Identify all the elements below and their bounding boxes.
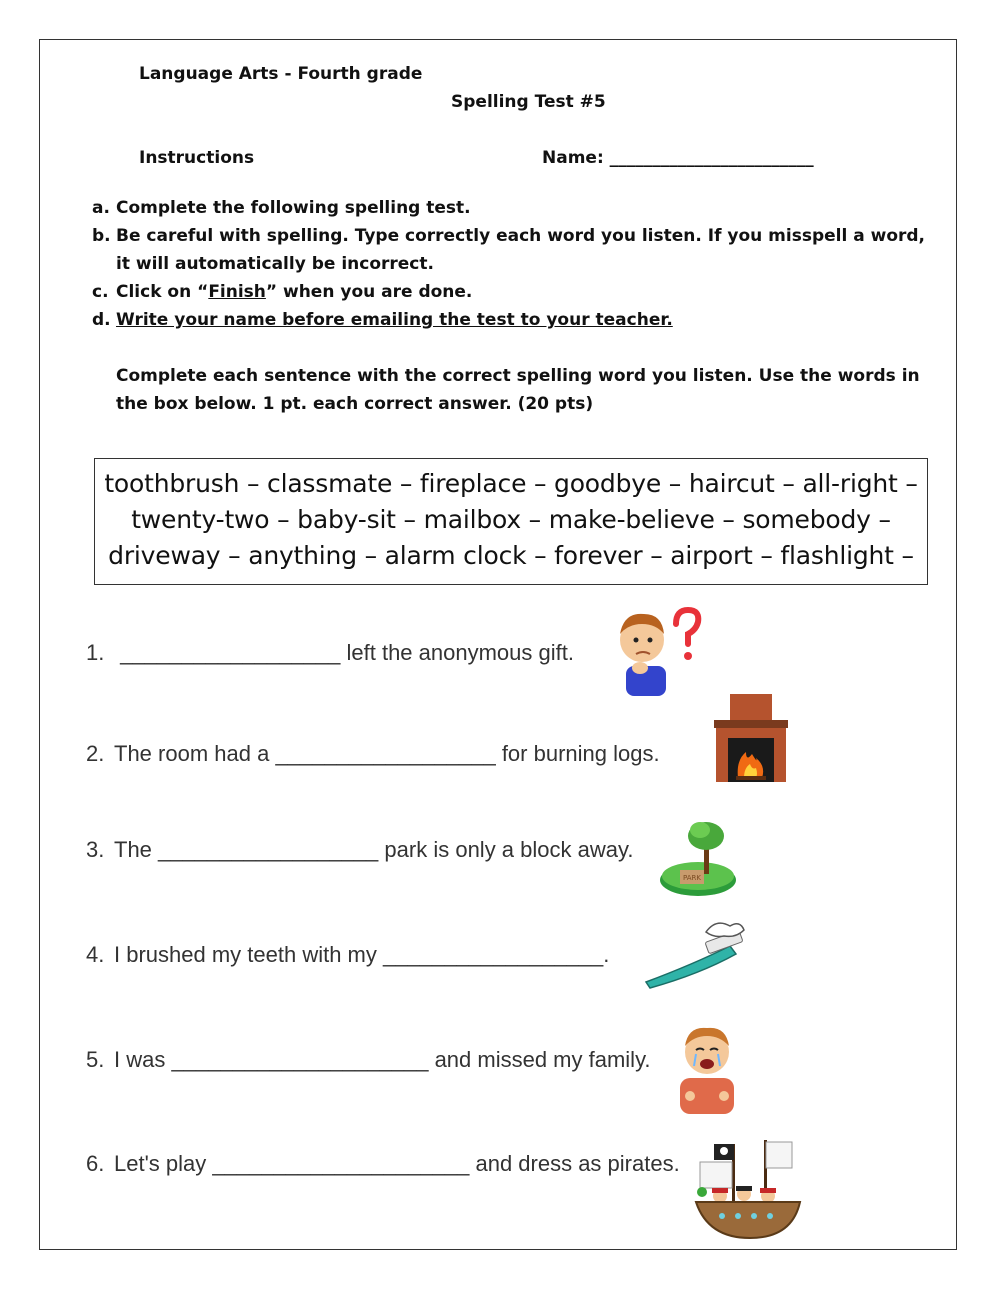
word-bank-line-3: driveway – anything – alarm clock – forever – airport – flashlight – bbox=[108, 541, 914, 570]
instruction-letter: a. bbox=[92, 198, 110, 218]
answer-blank[interactable]: _____________________ bbox=[171, 1047, 429, 1072]
question-text: The bbox=[114, 837, 152, 862]
instruction-text: ” when you are done. bbox=[265, 282, 473, 302]
question-number: 6. bbox=[86, 1151, 105, 1176]
instructions-label: Instructions bbox=[139, 148, 255, 168]
directions-line-2: the box below. 1 pt. each correct answer. (20 pts) bbox=[116, 394, 594, 414]
question-5 bbox=[86, 1047, 651, 1073]
question-text: and dress as pirates. bbox=[475, 1151, 680, 1176]
question-text: Let's play bbox=[114, 1151, 207, 1176]
finish-link[interactable]: Finish bbox=[208, 282, 266, 302]
word-bank-line-1: toothbrush – classmate – fireplace – goodbye – haircut – all-right – bbox=[104, 469, 918, 498]
word-bank-box bbox=[94, 458, 928, 585]
answer-blank[interactable]: _____________________ bbox=[212, 1151, 470, 1176]
question-number: 4. bbox=[86, 942, 105, 967]
question-2 bbox=[86, 741, 660, 767]
confused-boy-icon bbox=[610, 604, 702, 698]
question-text: . bbox=[603, 942, 610, 967]
instruction-text-continued: it will automatically be incorrect. bbox=[116, 254, 434, 274]
word-bank-line-2: twenty-two – baby-sit – mailbox – make-believe – somebody – bbox=[131, 505, 891, 534]
question-1 bbox=[86, 640, 574, 666]
instruction-text: Write your name before emailing the test to your teacher. bbox=[116, 310, 673, 330]
instruction-letter: d. bbox=[92, 310, 111, 330]
question-number: 1. bbox=[86, 640, 105, 665]
instruction-text: Be careful with spelling. Type correctly each word you listen. If you misspell a word, bbox=[116, 226, 926, 246]
name-field[interactable]: Name: ________________________ bbox=[542, 148, 814, 168]
pirate-ship-icon bbox=[692, 1138, 804, 1242]
answer-blank[interactable]: __________________ bbox=[120, 640, 341, 665]
question-text: park is only a block away. bbox=[384, 837, 634, 862]
fireplace-icon bbox=[712, 694, 790, 782]
instruction-b bbox=[92, 222, 925, 278]
question-4 bbox=[86, 942, 609, 968]
instruction-c bbox=[92, 278, 472, 306]
question-6 bbox=[86, 1151, 680, 1177]
question-text: and missed my family. bbox=[434, 1047, 651, 1072]
directions-line-1: Complete each sentence with the correct spelling word you listen. Use the words in bbox=[116, 366, 920, 386]
question-text: for burning logs. bbox=[501, 741, 660, 766]
question-number: 2. bbox=[86, 741, 105, 766]
question-number: 3. bbox=[86, 837, 105, 862]
instruction-text: Click on “ bbox=[116, 282, 209, 302]
instruction-letter: c. bbox=[92, 282, 109, 302]
question-3 bbox=[86, 837, 633, 863]
directions bbox=[116, 362, 920, 418]
question-text: I brushed my teeth with my bbox=[114, 942, 377, 967]
instruction-a bbox=[92, 194, 471, 222]
page-title: Spelling Test #5 bbox=[451, 92, 606, 112]
answer-blank[interactable]: __________________ bbox=[158, 837, 379, 862]
park-sign-text: PARK bbox=[682, 874, 702, 882]
question-text: I was bbox=[114, 1047, 166, 1072]
crying-boy-icon bbox=[676, 1022, 738, 1114]
answer-blank[interactable]: __________________ bbox=[275, 741, 496, 766]
question-text: left the anonymous gift. bbox=[346, 640, 574, 665]
instruction-d bbox=[92, 306, 673, 334]
question-number: 5. bbox=[86, 1047, 105, 1072]
toothbrush-icon bbox=[640, 916, 748, 992]
park-icon bbox=[656, 818, 738, 898]
instruction-text: Complete the following spelling test. bbox=[116, 198, 471, 218]
instruction-letter: b. bbox=[92, 226, 111, 246]
answer-blank[interactable]: __________________ bbox=[383, 942, 604, 967]
question-text: The room had a bbox=[114, 741, 270, 766]
course-title: Language Arts - Fourth grade bbox=[139, 64, 423, 84]
